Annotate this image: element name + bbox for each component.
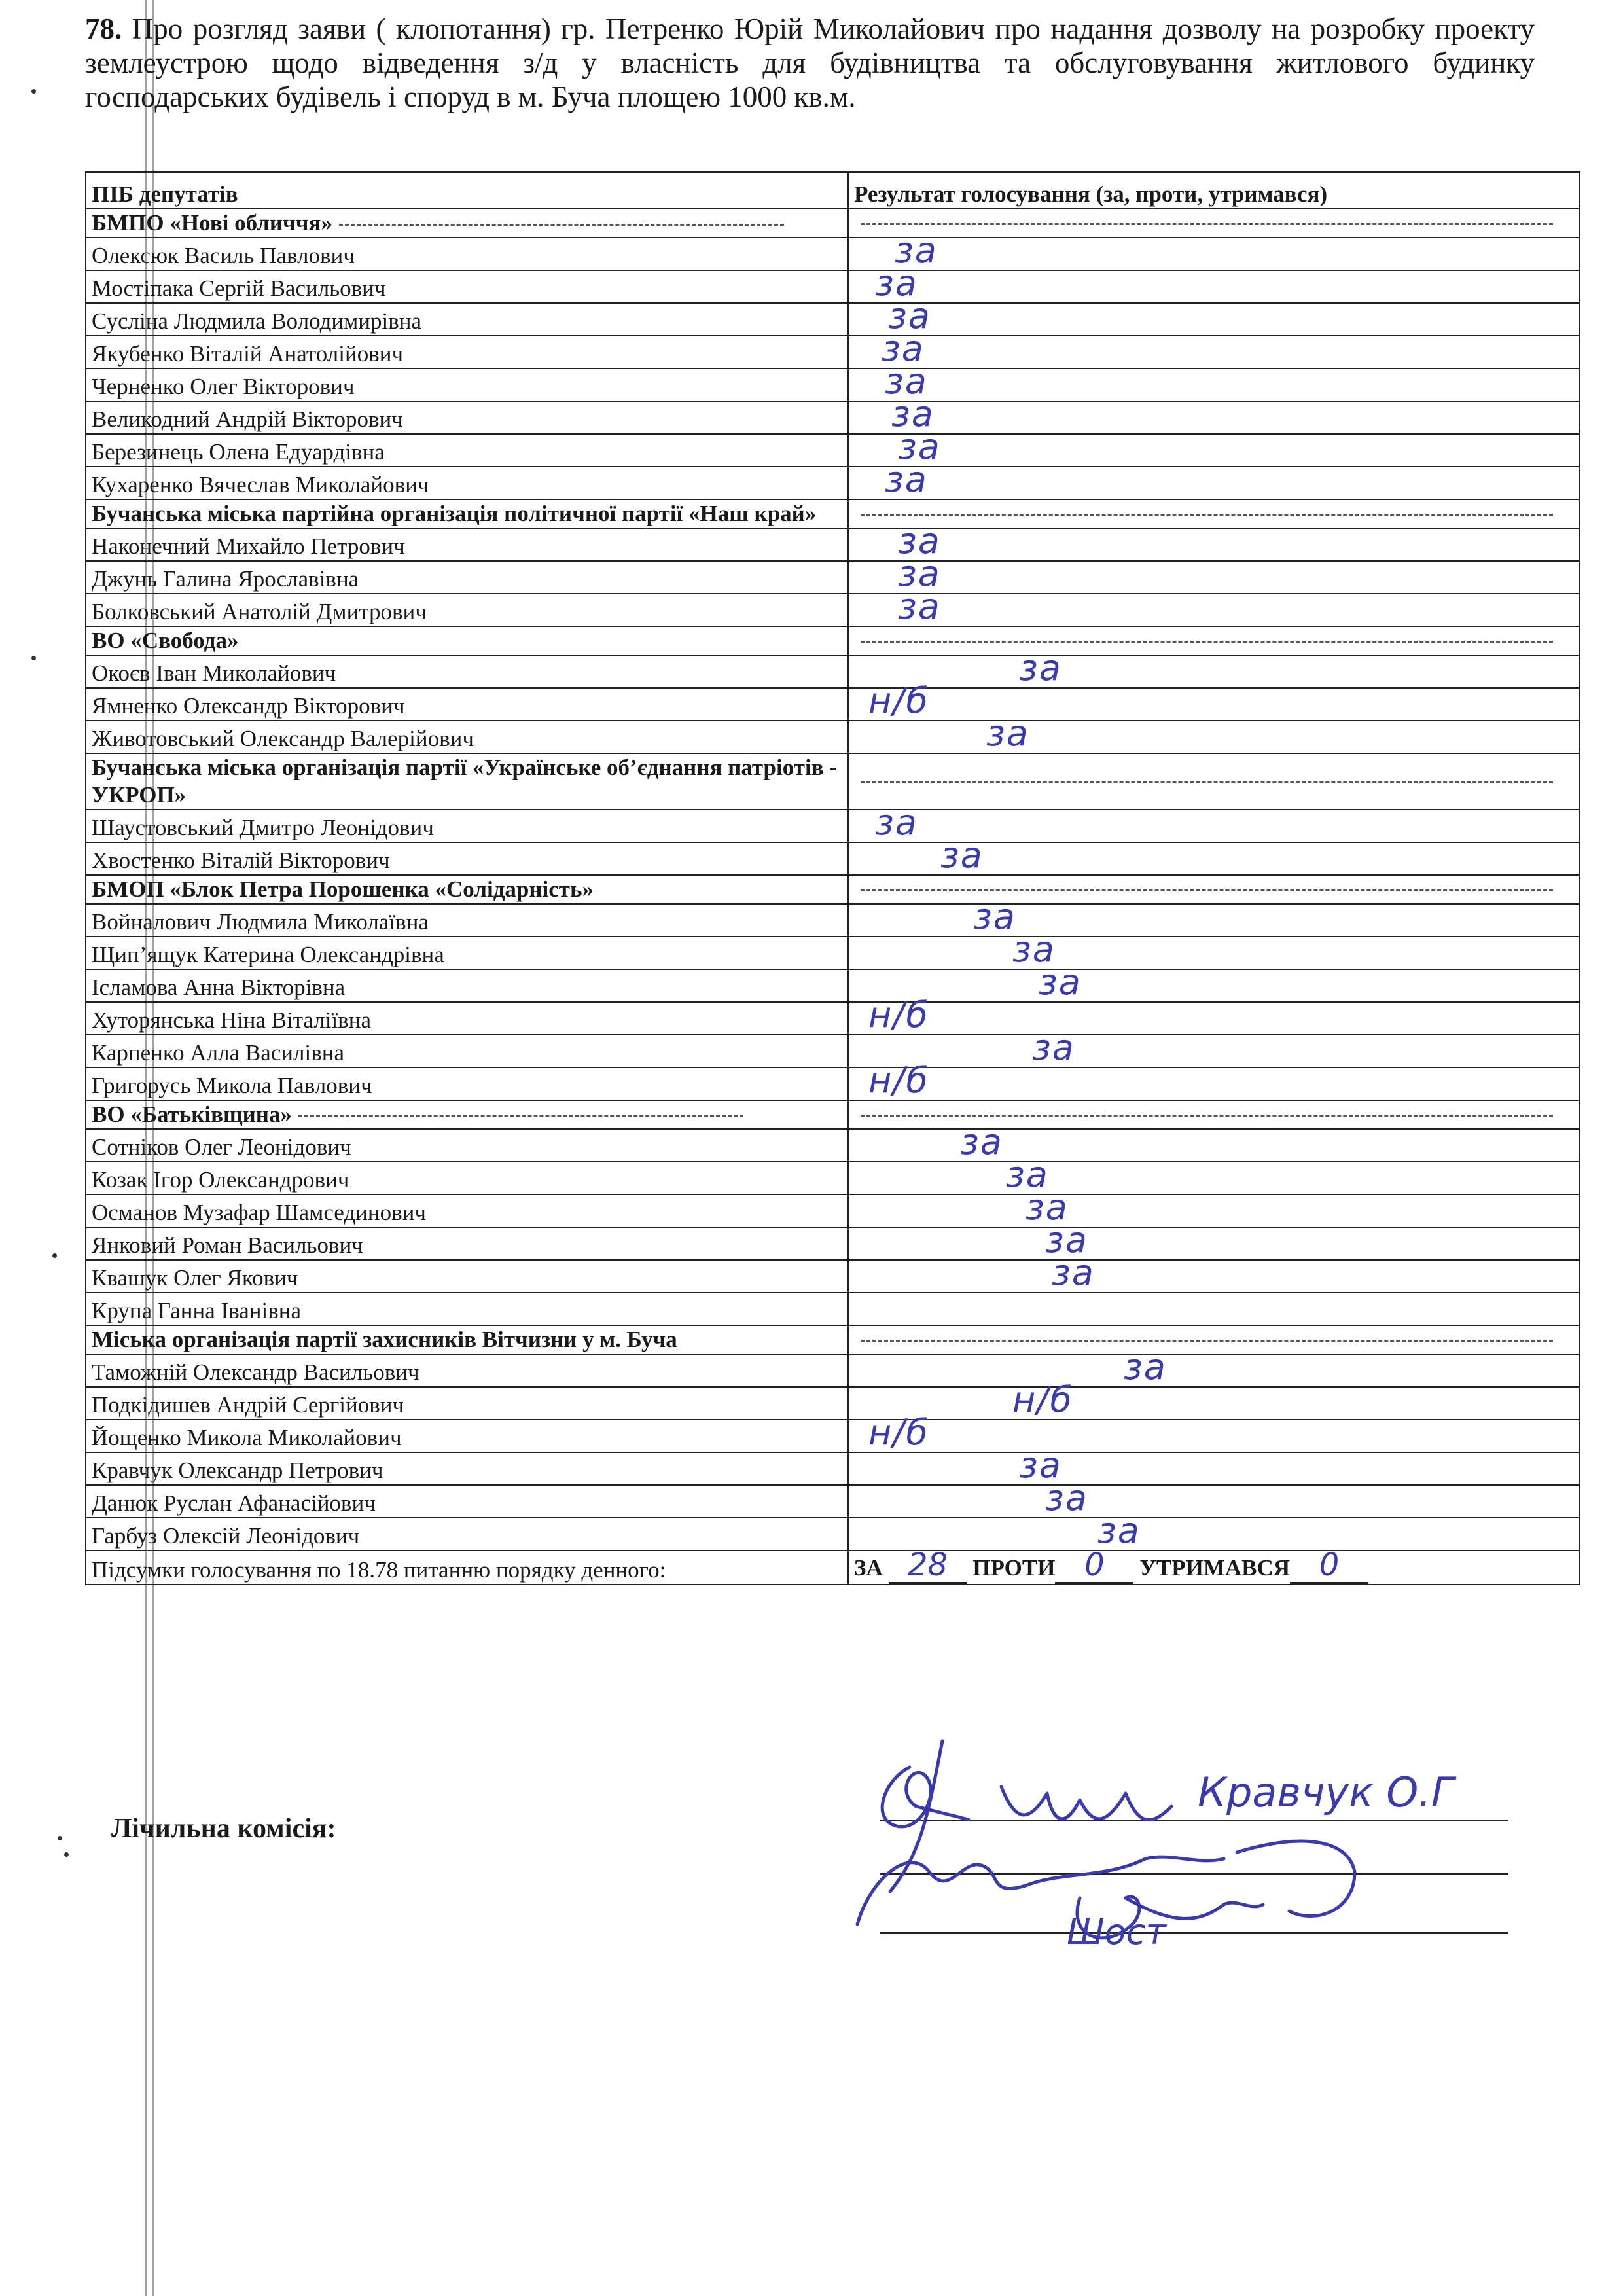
deputy-name: Янковий Роман Васильович bbox=[86, 1227, 848, 1260]
deputy-row bbox=[86, 937, 1580, 969]
party-group-row bbox=[86, 753, 1580, 810]
vote-cell bbox=[848, 1444, 1580, 1486]
handwritten-vote: за bbox=[895, 230, 938, 271]
handwritten-vote: за bbox=[875, 262, 918, 304]
deputy-name: Хвостенко Віталій Вікторович bbox=[86, 842, 848, 875]
vote-cell bbox=[848, 328, 1580, 369]
deputy-row bbox=[86, 1518, 1580, 1551]
dashed-line bbox=[861, 889, 1553, 891]
vote-cell bbox=[848, 1060, 1580, 1101]
vote-cell bbox=[848, 262, 1580, 304]
deputy-name: Ісламова Анна Вікторівна bbox=[86, 969, 848, 1002]
col-header-result: Результат голосування (за, проти, утримався) bbox=[848, 172, 1580, 209]
deputy-name: Окоєв Іван Миколайович bbox=[86, 655, 848, 688]
vote-cell bbox=[848, 834, 1580, 876]
vote-cell bbox=[848, 1187, 1580, 1228]
deputy-row bbox=[86, 842, 1580, 875]
dashed-line bbox=[861, 1340, 1553, 1342]
party-group-label: ВО «Батьківщина» bbox=[92, 1102, 292, 1127]
party-group-label: Міська організація партії захисників Вітчизни у м. Буча bbox=[92, 1327, 677, 1352]
margin-dot bbox=[31, 656, 36, 660]
deputy-row bbox=[86, 721, 1580, 753]
party-group-row bbox=[86, 499, 1580, 528]
item-text: Про розгляд заяви ( клопотання) гр. Петренко Юрій Миколайович про надання дозволу на розробку проекту землеустрою щодо відведення з/д у власність для будівництва та обслуговування житлового будинку господарських будівель і споруд в м. Буча площею 1000 кв.м. bbox=[85, 12, 1535, 113]
vote-table bbox=[85, 171, 1580, 1585]
group-result-cell bbox=[848, 499, 1580, 528]
table-header-row bbox=[86, 172, 1580, 209]
deputy-name: Олексюк Василь Павлович bbox=[86, 238, 848, 270]
vote-cell bbox=[848, 1154, 1580, 1195]
for-label: ЗА bbox=[854, 1555, 883, 1581]
party-group-name bbox=[86, 1325, 848, 1354]
deputy-row bbox=[86, 1067, 1580, 1100]
group-result-cell bbox=[848, 209, 1580, 238]
dashed-line bbox=[298, 1115, 743, 1117]
vote-cell bbox=[848, 426, 1580, 467]
handwritten-vote: за bbox=[1045, 1219, 1088, 1261]
deputy-name: Крупа Ганна Іванівна bbox=[86, 1293, 848, 1325]
deputy-row bbox=[86, 594, 1580, 626]
signature-text-2: Шост bbox=[1067, 1911, 1166, 1952]
party-group-label: БМПО «Нові обличчя» bbox=[92, 210, 332, 236]
handwritten-vote: н/б bbox=[868, 680, 929, 721]
deputy-name: Османов Музафар Шамсединович bbox=[86, 1194, 848, 1227]
margin-dot bbox=[64, 1852, 69, 1857]
vote-cell bbox=[848, 1477, 1580, 1518]
party-group-name bbox=[86, 1100, 848, 1129]
deputy-row bbox=[86, 969, 1580, 1002]
party-group-label: БМОП «Блок Петра Порошенка «Солідарність» bbox=[92, 876, 594, 902]
deputy-name: Подкідишев Андрій Сергійович bbox=[86, 1387, 848, 1420]
party-group-name bbox=[86, 499, 848, 528]
handwritten-vote: за bbox=[1026, 1187, 1069, 1228]
deputy-name: Кухаренко Вячеслав Миколайович bbox=[86, 467, 848, 499]
handwritten-vote: за bbox=[875, 802, 918, 843]
signature-stroke bbox=[1001, 1787, 1171, 1820]
vote-cell bbox=[848, 520, 1580, 562]
vote-cell bbox=[848, 553, 1580, 594]
deputy-row bbox=[86, 1194, 1580, 1227]
deputy-name: Григорусь Микола Павлович bbox=[86, 1067, 848, 1100]
deputy-name: Ямненко Олександр Вікторович bbox=[86, 688, 848, 721]
party-group-label: Бучанська міська партійна організація політичної партії «Наш край» bbox=[92, 501, 817, 526]
deputy-name: Сотніков Олег Леонідович bbox=[86, 1129, 848, 1162]
deputy-row bbox=[86, 1129, 1580, 1162]
margin-dot bbox=[31, 89, 36, 94]
vote-cell bbox=[848, 1219, 1580, 1261]
deputy-name: Кравчук Олександр Петрович bbox=[86, 1452, 848, 1485]
deputy-name: Джунь Галина Ярославівна bbox=[86, 561, 848, 594]
deputy-name: Якубенко Віталій Анатолійович bbox=[86, 336, 848, 368]
summary-row bbox=[86, 1551, 1580, 1585]
deputy-name: Гарбуз Олексій Леонідович bbox=[86, 1518, 848, 1551]
handwritten-vote: н/б bbox=[868, 994, 929, 1035]
handwritten-vote: н/б bbox=[1012, 1379, 1073, 1420]
vote-cell bbox=[848, 1252, 1580, 1293]
dashed-line bbox=[861, 641, 1553, 643]
group-result-cell bbox=[848, 875, 1580, 904]
deputy-row bbox=[86, 401, 1580, 434]
deputy-row bbox=[86, 1387, 1580, 1420]
handwritten-vote: за bbox=[1012, 929, 1056, 970]
party-group-row bbox=[86, 209, 1580, 238]
handwritten-vote: за bbox=[885, 459, 928, 500]
vote-cell bbox=[848, 1121, 1580, 1162]
signature-stroke bbox=[890, 1741, 942, 1892]
deputy-row bbox=[86, 810, 1580, 842]
handwritten-vote: за bbox=[882, 328, 925, 369]
deputy-row bbox=[86, 1452, 1580, 1485]
agenda-item-heading bbox=[85, 12, 1535, 114]
deputy-name: Болковський Анатолій Дмитрович bbox=[86, 594, 848, 626]
group-result-cell bbox=[848, 626, 1580, 655]
party-group-row bbox=[86, 626, 1580, 655]
handwritten-vote: за bbox=[986, 713, 1029, 754]
vote-cell bbox=[848, 393, 1580, 435]
deputy-name: Щип’ящук Катерина Олександрівна bbox=[86, 937, 848, 969]
vote-cell bbox=[848, 1379, 1580, 1420]
handwritten-vote: за bbox=[885, 361, 928, 402]
signature-stroke bbox=[1237, 1841, 1355, 1916]
party-group-row bbox=[86, 1100, 1580, 1129]
deputy-name: Шаустовський Дмитро Леонідович bbox=[86, 810, 848, 842]
vote-cell bbox=[848, 713, 1580, 754]
party-group-row bbox=[86, 1325, 1580, 1354]
handwritten-vote: за bbox=[888, 295, 931, 336]
party-group-label: Бучанська міська організація партії «Українське об’єднання патріотів - УКРОП» bbox=[92, 755, 838, 808]
deputy-row bbox=[86, 1293, 1580, 1325]
deputy-row bbox=[86, 528, 1580, 561]
col-header-deputies: ПІБ депутатів bbox=[86, 172, 848, 209]
deputy-row bbox=[86, 688, 1580, 721]
dashed-line bbox=[861, 223, 1553, 225]
handwritten-vote: за bbox=[1045, 1477, 1088, 1518]
vote-cell bbox=[848, 647, 1580, 689]
margin-dot bbox=[58, 1836, 62, 1840]
deputy-name: Наконечний Михайло Петрович bbox=[86, 528, 848, 561]
abstain-count: 0 bbox=[1290, 1551, 1368, 1584]
deputy-name: Сусліна Людмила Володимирівна bbox=[86, 303, 848, 336]
deputy-name: Таможній Олександр Васильович bbox=[86, 1354, 848, 1387]
deputy-row bbox=[86, 561, 1580, 594]
party-group-name bbox=[86, 875, 848, 904]
vote-cell bbox=[848, 586, 1580, 627]
vote-cell bbox=[848, 459, 1580, 500]
deputy-row bbox=[86, 434, 1580, 467]
for-count: 28 bbox=[889, 1551, 967, 1584]
handwritten-vote: за bbox=[1052, 1252, 1095, 1293]
deputy-row bbox=[86, 238, 1580, 270]
handwritten-vote: за bbox=[1097, 1510, 1141, 1551]
summary-results bbox=[848, 1547, 1580, 1585]
vote-cell bbox=[848, 994, 1580, 1035]
deputy-row bbox=[86, 1002, 1580, 1035]
handwritten-vote: за bbox=[898, 520, 941, 562]
deputy-name: Хуторянська Ніна Віталіївна bbox=[86, 1002, 848, 1035]
group-result-cell bbox=[848, 1325, 1580, 1354]
handwritten-vote: за bbox=[898, 553, 941, 594]
deputy-row bbox=[86, 1420, 1580, 1452]
against-count: 0 bbox=[1055, 1551, 1133, 1584]
party-group-label: ВО «Свобода» bbox=[92, 628, 239, 653]
margin-dot bbox=[52, 1253, 57, 1258]
deputy-name: Карпенко Алла Василівна bbox=[86, 1035, 848, 1067]
vote-cell bbox=[848, 1346, 1580, 1388]
deputy-name: Квашук Олег Якович bbox=[86, 1260, 848, 1293]
deputy-row bbox=[86, 467, 1580, 499]
party-group-name bbox=[86, 626, 848, 655]
party-group-row bbox=[86, 875, 1580, 904]
deputy-name: Мостіпака Сергій Васильович bbox=[86, 270, 848, 303]
dashed-line bbox=[861, 1115, 1553, 1117]
item-number: 78. bbox=[85, 12, 122, 45]
counting-commission-label: Лічильна комісія: bbox=[111, 1814, 336, 1844]
handwritten-vote: за bbox=[898, 586, 941, 627]
signature-text-1: Кравчук О.Г bbox=[1198, 1768, 1454, 1816]
handwritten-vote: н/б bbox=[868, 1060, 929, 1101]
deputy-name: Йощенко Микола Миколайович bbox=[86, 1420, 848, 1452]
handwritten-vote: за bbox=[898, 426, 941, 467]
handwritten-vote: за bbox=[1039, 961, 1082, 1003]
group-result-cell bbox=[848, 753, 1580, 810]
deputy-row bbox=[86, 303, 1580, 336]
vote-cell bbox=[848, 961, 1580, 1003]
signature-stroke bbox=[857, 1857, 1224, 1924]
deputy-name: Войналович Людмила Миколаївна bbox=[86, 904, 848, 937]
deputy-name: Черненко Олег Вікторович bbox=[86, 368, 848, 401]
deputy-name: Данюк Руслан Афанасійович bbox=[86, 1485, 848, 1518]
handwritten-vote: за bbox=[891, 393, 935, 435]
vote-cell bbox=[848, 361, 1580, 402]
deputy-name: Великодний Андрій Вікторович bbox=[86, 401, 848, 434]
vote-cell bbox=[848, 1293, 1580, 1325]
vote-cell bbox=[848, 1412, 1580, 1453]
party-group-name bbox=[86, 209, 848, 238]
party-group-name bbox=[86, 753, 848, 810]
vote-table-body bbox=[86, 209, 1580, 1551]
abstain-label: УТРИМАВСЯ bbox=[1139, 1555, 1291, 1581]
handwritten-vote: н/б bbox=[868, 1412, 929, 1453]
handwritten-vote: за bbox=[973, 896, 1016, 937]
vote-cell bbox=[848, 929, 1580, 970]
deputy-row bbox=[86, 904, 1580, 937]
deputy-row bbox=[86, 336, 1580, 368]
deputy-name: Березинець Олена Едуардівна bbox=[86, 434, 848, 467]
deputy-row bbox=[86, 1035, 1580, 1067]
dashed-line bbox=[861, 781, 1553, 783]
handwritten-signatures bbox=[831, 1728, 1454, 1964]
vote-cell bbox=[848, 896, 1580, 937]
deputy-row bbox=[86, 368, 1580, 401]
deputy-name: Животовський Олександр Валерійович bbox=[86, 721, 848, 753]
deputy-row bbox=[86, 1162, 1580, 1194]
against-label: ПРОТИ bbox=[972, 1555, 1056, 1581]
vote-cell bbox=[848, 295, 1580, 336]
dashed-line bbox=[861, 514, 1553, 516]
deputy-row bbox=[86, 1354, 1580, 1387]
vote-cell bbox=[848, 1027, 1580, 1068]
handwritten-vote: за bbox=[1032, 1027, 1075, 1068]
vote-cell bbox=[848, 680, 1580, 721]
vote-cell bbox=[848, 1510, 1580, 1551]
deputy-row bbox=[86, 270, 1580, 303]
handwritten-vote: за bbox=[940, 834, 984, 876]
deputy-row bbox=[86, 1485, 1580, 1518]
dashed-line bbox=[339, 224, 784, 226]
deputy-row bbox=[86, 1227, 1580, 1260]
deputy-row bbox=[86, 655, 1580, 688]
handwritten-vote: за bbox=[1124, 1346, 1167, 1388]
handwritten-vote: за bbox=[1019, 647, 1062, 689]
deputy-name: Козак Ігор Олександрович bbox=[86, 1162, 848, 1194]
summary-label: Підсумки голосування по 18.78 питанню порядку денного: bbox=[86, 1551, 848, 1585]
vote-cell bbox=[848, 230, 1580, 271]
group-result-cell bbox=[848, 1100, 1580, 1129]
handwritten-vote: за bbox=[1006, 1154, 1049, 1195]
handwritten-vote: за bbox=[960, 1121, 1003, 1162]
deputy-row bbox=[86, 1260, 1580, 1293]
handwritten-vote: за bbox=[1019, 1444, 1062, 1486]
